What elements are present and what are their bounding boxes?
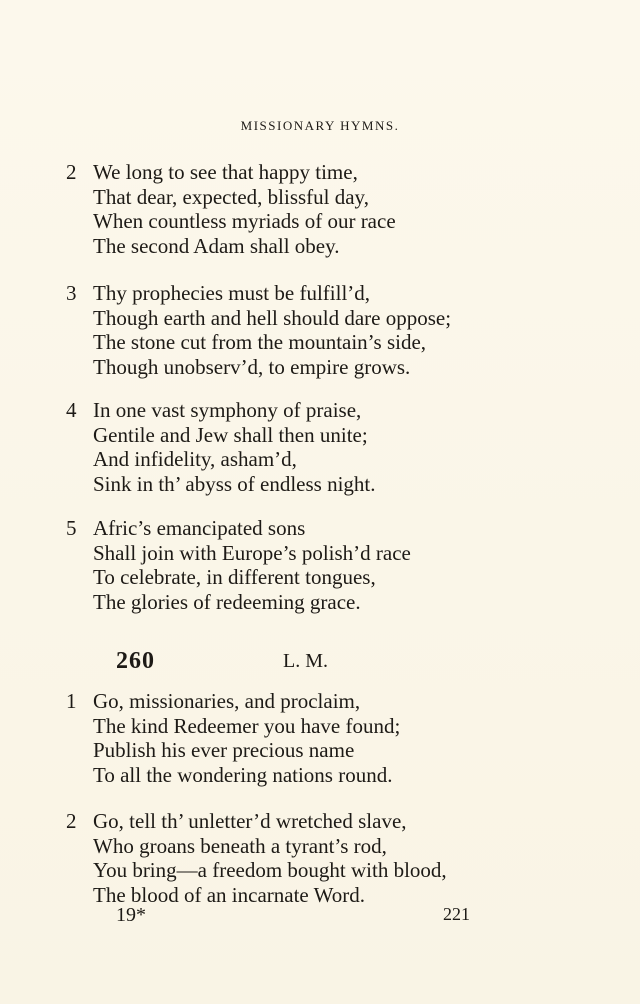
verse-line: In one vast symphony of praise,	[93, 398, 362, 422]
stanza-line	[66, 541, 626, 566]
stanza-line	[66, 858, 626, 883]
stanza-line	[66, 738, 626, 763]
verse-line: You bring—a freedom bought with blood,	[93, 858, 447, 883]
verse-line: The stone cut from the mountain’s side,	[93, 330, 427, 355]
stanza-line	[66, 185, 626, 210]
verse-line: Sink in th’ abyss of endless night.	[93, 472, 376, 497]
running-head: MISSIONARY HYMNS.	[240, 118, 400, 133]
stanza-number: 4	[66, 398, 77, 422]
stanza-line	[66, 209, 626, 234]
stanza-line	[66, 689, 626, 714]
stanza-line	[66, 355, 626, 380]
verse-line: Go, missionaries, and proclaim,	[93, 689, 361, 713]
stanza-line	[66, 447, 626, 472]
verse-line: Though earth and hell should dare oppose;	[93, 305, 452, 330]
verse-line: The blood of an incarnate Word.	[93, 883, 365, 908]
verse-line: Gentile and Jew shall then unite;	[93, 422, 368, 447]
hymn-number: 260	[116, 648, 155, 674]
stanza-line	[66, 398, 626, 423]
stanza-line	[66, 306, 626, 331]
verse-line: Who groans beneath a tyrant’s rod,	[93, 833, 387, 858]
stanza-line	[66, 809, 626, 834]
stanza-line	[66, 472, 626, 497]
stanza-number: 2	[66, 160, 77, 184]
stanza-line	[66, 883, 626, 908]
stanza-line	[66, 834, 626, 859]
stanza-line	[66, 160, 626, 185]
stanza-line	[66, 330, 626, 355]
stanza-bottom-1	[66, 689, 626, 788]
signature-mark: 19*	[116, 904, 146, 926]
stanza-number: 3	[66, 281, 77, 305]
verse-line: To all the wondering nations round.	[93, 763, 393, 788]
verse-line: We long to see that happy time,	[93, 160, 358, 184]
verse-line: Publish his ever precious name	[93, 738, 355, 763]
verse-line: Shall join with Europe’s polish’d race	[93, 540, 411, 565]
stanza-line	[66, 423, 626, 448]
verse-line: Afric’s emancipated sons	[93, 516, 306, 540]
hymn-meter: L. M.	[283, 650, 328, 672]
verse-line: The second Adam shall obey.	[93, 234, 340, 259]
verse-line: The glories of redeeming grace.	[93, 590, 361, 615]
stanza-number: 1	[66, 689, 77, 713]
verse-line: When countless myriads of our race	[93, 209, 396, 234]
stanza-top-2	[66, 281, 626, 380]
verse-line: That dear, expected, blissful day,	[93, 184, 369, 209]
verse-line: Go, tell th’ unletter’d wretched slave,	[93, 809, 407, 833]
stanza-number: 5	[66, 516, 77, 540]
page-number: 221	[443, 904, 470, 924]
stanza-line	[66, 281, 626, 306]
hymn-header	[0, 648, 640, 678]
stanza-line	[66, 234, 626, 259]
verse-line: Thy prophecies must be fulfill’d,	[93, 281, 371, 305]
stanza-line	[66, 590, 626, 615]
verse-line: Though unobserv’d, to empire grows.	[93, 355, 411, 380]
stanza-top-4	[66, 516, 626, 615]
stanza-line	[66, 565, 626, 590]
stanza-line	[66, 516, 626, 541]
stanza-line	[66, 763, 626, 788]
verse-line: To celebrate, in different tongues,	[93, 565, 376, 590]
stanza-line	[66, 714, 626, 739]
stanza-top-3	[66, 398, 626, 497]
verse-line: And infidelity, asham’d,	[93, 447, 297, 472]
verse-line: The kind Redeemer you have found;	[93, 713, 401, 738]
stanza-bottom-2	[66, 809, 626, 908]
stanza-top-1	[66, 160, 626, 259]
stanza-number: 2	[66, 809, 77, 833]
